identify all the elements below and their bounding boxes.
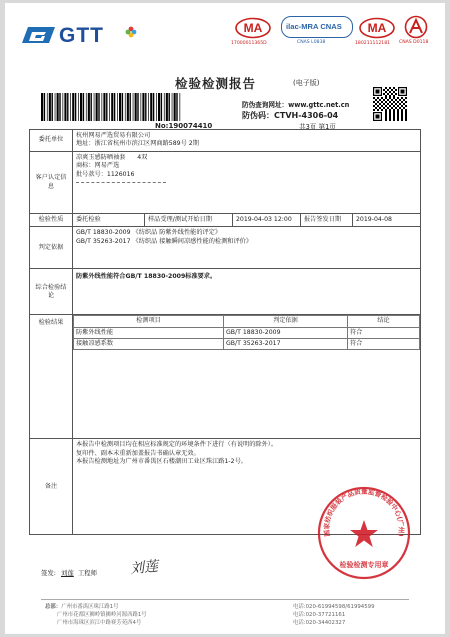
sample-batch: 批号款号：1126016 [76,170,135,178]
remark-line: 复印件、副本未重新加盖报告书确认章无效。 [76,449,200,457]
cert-ma-1 [231,17,275,47]
client-name: 杭州网易严选贸易有限公司 [76,132,151,139]
table-row [74,327,420,338]
results-label: 检验结果 [30,315,73,439]
seal-ring-text: 国家纺织服装产品质量监督检验中心(广州) [322,487,406,538]
seal-star-icon [350,520,378,547]
inspection-seal [316,485,412,581]
brand-name: GTT [59,24,104,47]
conclusion-row [30,269,421,315]
svg-text:MA: MA [367,21,387,35]
cnas-mark [281,16,353,38]
brand-flower-icon [125,26,137,38]
sample-row [30,152,421,214]
cert-number: CNAS L0838 [297,40,326,45]
footer-address: 广州市海珠区滨江中路赛芳苑西4号 [57,620,142,626]
results-standard: GB/T 35263-2017 [224,339,348,350]
basis-label: 判定依据 [30,227,73,269]
client-address: 地址：浙江省杭州市滨江区网商路589号 2期 [76,140,199,148]
results-verdict: 符合 [348,327,420,338]
footer-phone-1: 电话:020-61994598/61994599 [293,604,375,610]
basis-line: GB/T 18830-2009 《纺织品 防紫外线性能的评定》 [76,229,222,237]
sample-info [73,152,421,214]
results-item: 接触凉感系数 [74,339,224,350]
basis-info [73,227,421,269]
basis-row [30,227,421,269]
report-table [29,129,421,535]
svg-text:MA: MA [243,21,263,35]
signature-block [41,569,97,577]
signer-title: 工程师 [77,569,97,577]
sample-brand: 商标：网易严选 [76,162,120,170]
footer-divider [41,599,409,600]
dashed-line [76,182,166,183]
anti-fake-code: 防伪码：CTVH-4306-04 [242,111,339,120]
footer-address-3 [57,620,141,626]
query-site: 防伪查询网址：www.gttc.net.cn [242,101,350,109]
footer-phone-2: 电话:020-37721161 [293,612,346,618]
basis-line: GB/T 35263-2017 《纺织品 接触瞬间凉感性能的检测和评价》 [76,237,253,245]
handwritten-signature: 刘莲 [129,558,159,578]
a-cert-icon [403,15,429,39]
cnas-mark-text: ilac-MRA CNAS [286,22,342,31]
results-header: 判定依据 [224,316,348,327]
gtt-logo [21,23,141,47]
receive-label: 样品受理/测试开始日期 [145,214,233,227]
cert-number: CNAS D0118 [399,40,429,45]
results-verdict: 符合 [348,339,420,350]
report-number: No:190074410 [155,122,213,130]
results-row [30,315,421,439]
remark-line: 本报告中检测项目均在相应标准规定的环境条件下进行（有说明的除外）。 [76,441,278,449]
cert-number: 180211112181 [355,41,391,46]
conclusion-label: 综合检验结论 [30,269,73,315]
cert-number: 17000011365D [231,41,267,46]
cert-a [399,15,433,47]
results-header-row [74,316,420,327]
sample-label: 客户认定信息 [30,152,73,214]
results-cell [73,315,421,439]
signer-name: 刘莲 [60,569,74,577]
category-label: 检验性质 [30,214,73,227]
receive-date: 2019-04-03 12:00 [233,214,301,227]
page-count: 共3页 第1页 [299,123,336,131]
qr-code-icon [373,87,407,121]
conclusion-text: 防紫外线性能符合GB/T 18830-2009标准要求。 [73,269,421,315]
cert-ma-2 [355,17,399,47]
client-info [73,130,421,152]
footer-address: 广州市番禺区珠江路1号 [61,604,119,610]
ma-cert-icon [357,17,397,39]
results-header: 检测项目 [74,316,224,327]
results-standard: GB/T 18830-2009 [224,327,348,338]
cert-cnas [281,16,355,46]
remark-line: 本报告检测地址为广州市番禺区石楼潮田工业区珠江路1-2号。 [76,458,247,466]
report-page [5,3,445,634]
report-title: 检验检测报告 [175,76,257,91]
footer-label: 总部： [45,604,62,610]
results-table [73,315,420,350]
footer-address-1 [45,604,119,610]
seal-bottom-text: 检验检测专用章 [339,561,389,569]
client-row [30,130,421,152]
category-value: 委托检验 [73,214,145,227]
ma-cert-icon [233,17,273,39]
footer-address: 广州市花都区狮岭镇狮岭河源西路1号 [57,612,147,618]
client-label: 委托单位 [30,130,73,152]
signature-prefix: 签发: [41,569,56,577]
issue-label: 报告签发日期 [301,214,353,227]
results-header: 结论 [348,316,420,327]
results-item: 防紫外线性能 [74,327,224,338]
sample-name: 凉爽玉感防晒袖套 4双 [76,154,148,161]
issue-date: 2019-04-08 [353,214,421,227]
gtt-logo-icon [21,24,55,46]
barcode-icon [41,93,183,121]
report-edition: (电子版) [293,79,320,87]
category-row [30,214,421,227]
remarks-label: 备注 [30,439,73,535]
footer-phone-3: 电话:020-34402327 [293,620,346,626]
table-row [74,339,420,350]
footer-address-2 [57,612,147,618]
